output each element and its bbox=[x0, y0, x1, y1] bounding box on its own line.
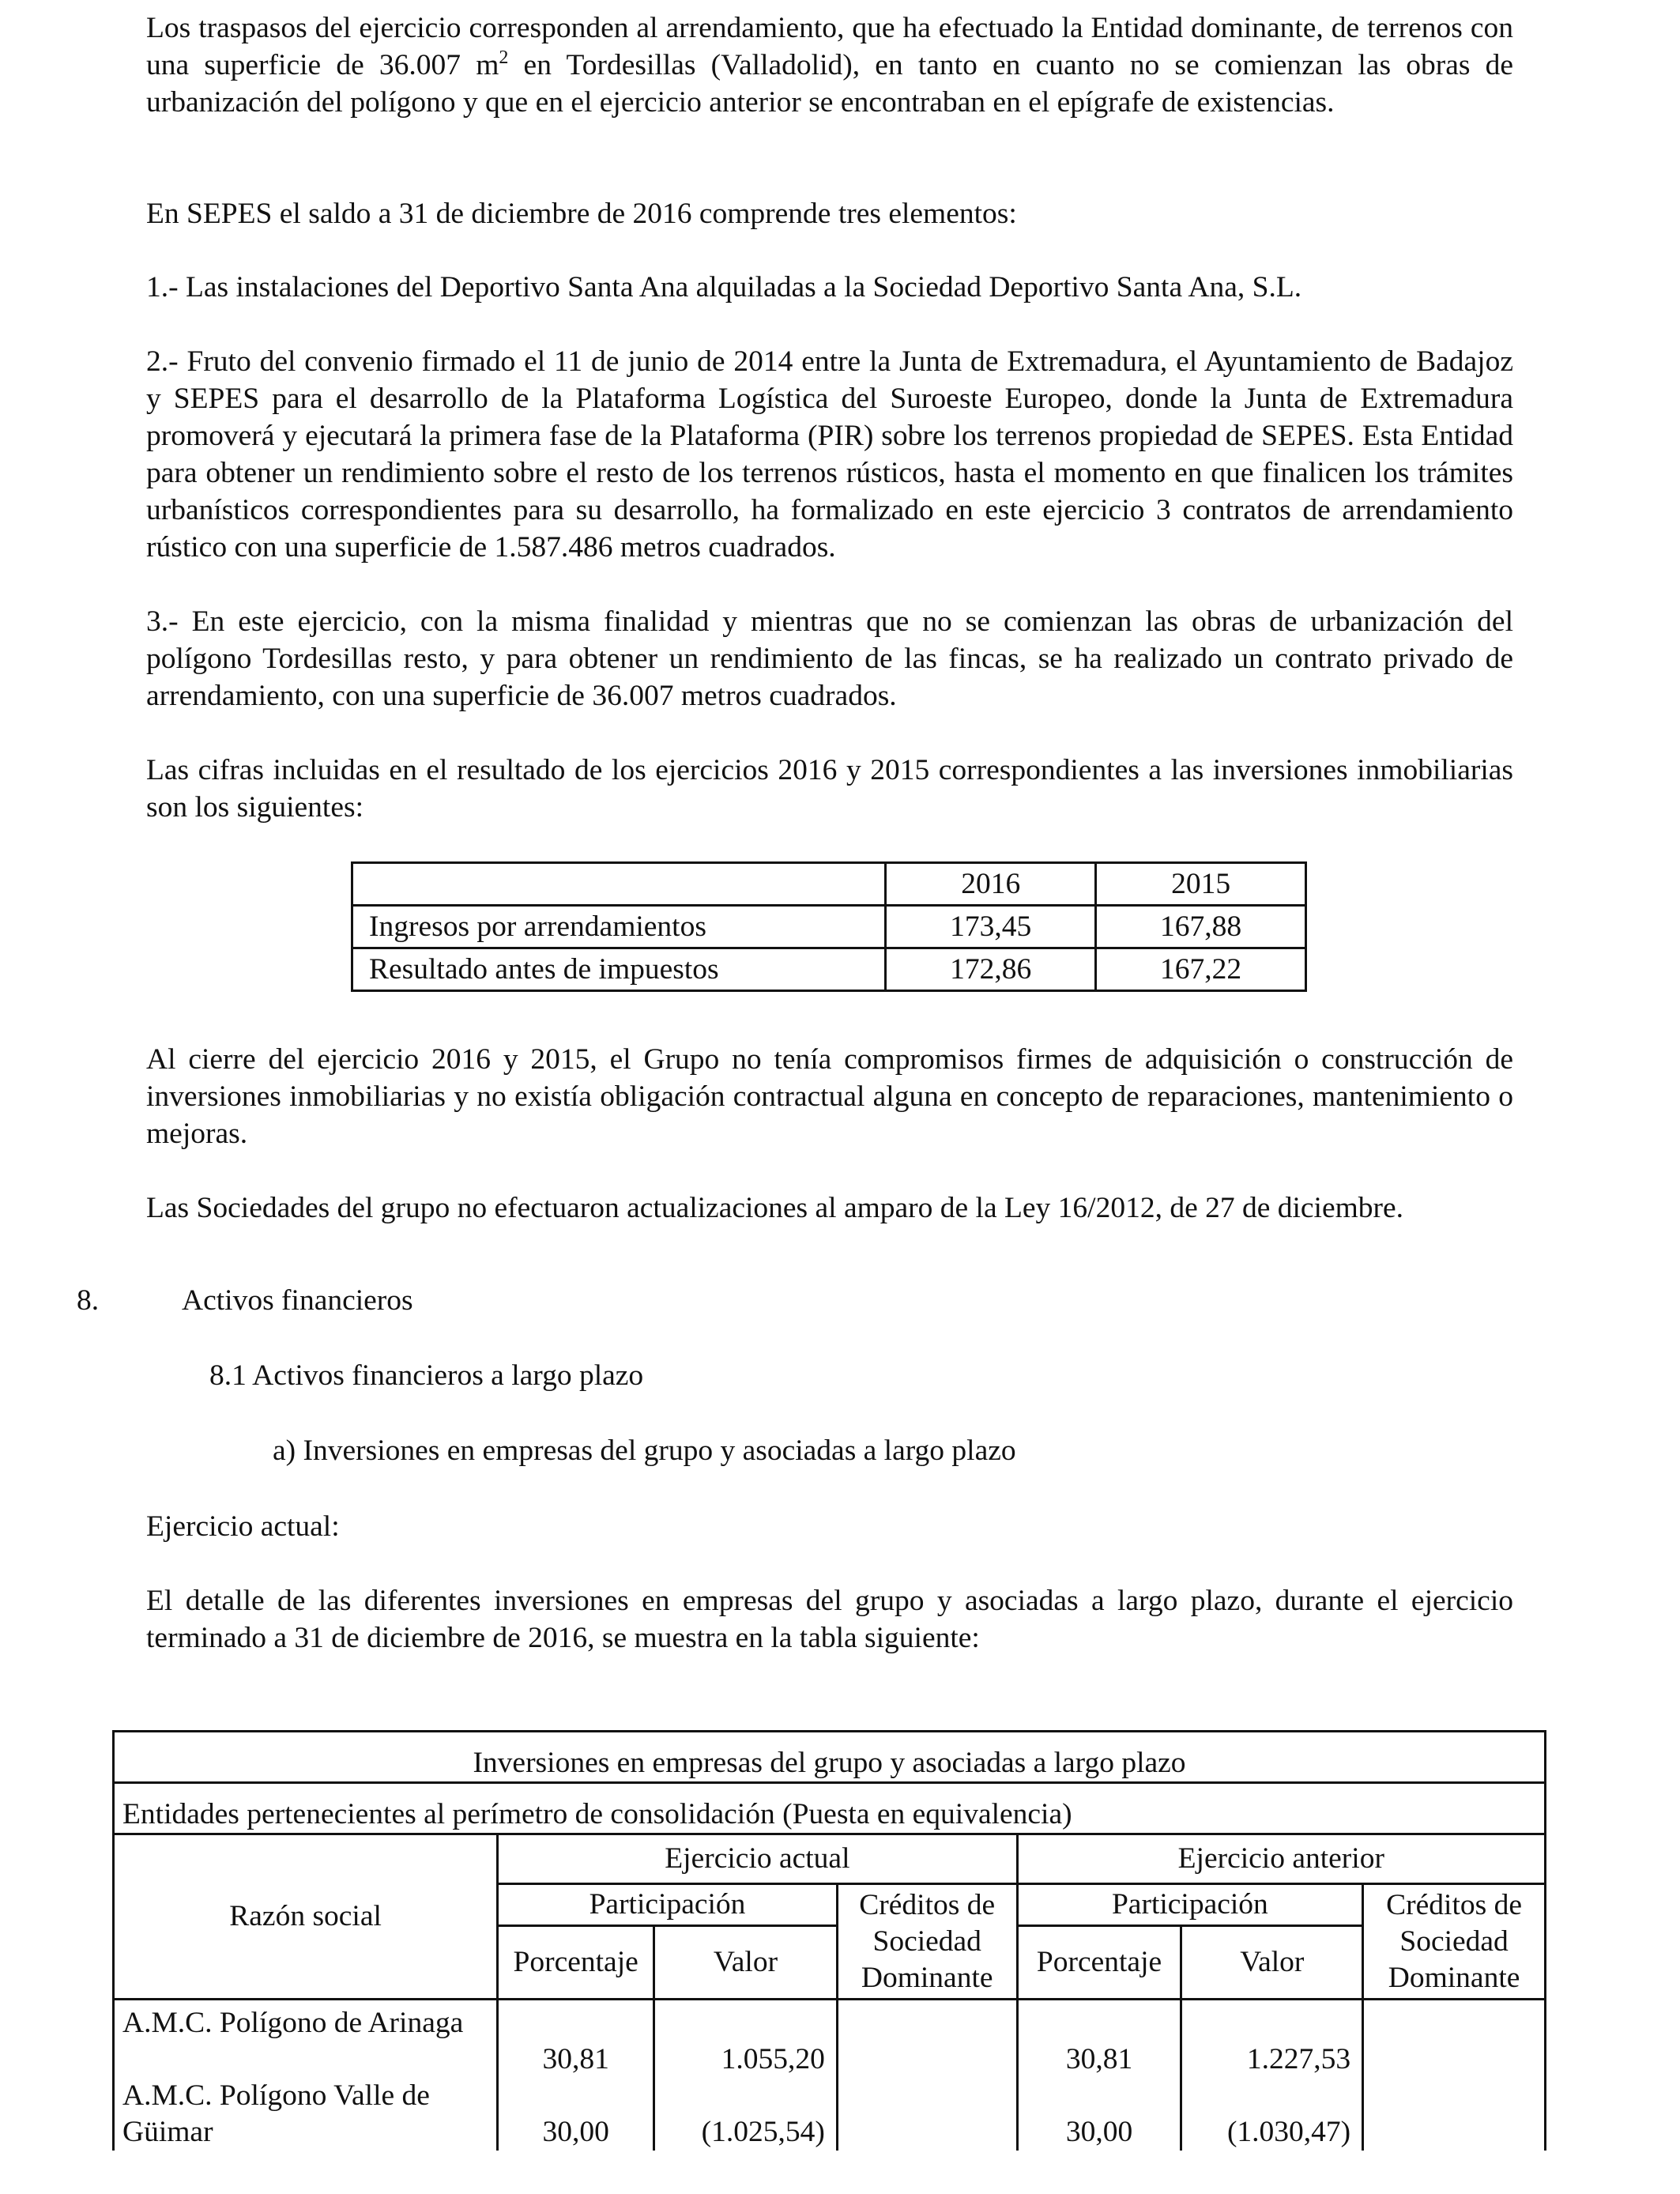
header-ejercicio-actual: Ejercicio actual bbox=[498, 1834, 1017, 1884]
header-porcentaje-actual: Porcentaje bbox=[498, 1926, 654, 2000]
results-header-2016: 2016 bbox=[886, 863, 1096, 906]
row-porcentaje-actual: 30,00 bbox=[498, 2078, 654, 2151]
results-table-header bbox=[352, 863, 1306, 906]
row-valor-anterior: (1.030,47) bbox=[1181, 2078, 1363, 2151]
table-row bbox=[114, 2000, 1546, 2079]
paragraph-ley: Las Sociedades del grupo no efectuaron actualizaciones al amparo de la Ley 16/2012, de 27 de diciembre. bbox=[146, 1192, 1404, 1224]
subsubsection-title: a) Inversiones en empresas del grupo y asociadas a largo plazo bbox=[273, 1434, 1016, 1467]
row-label: Ingresos por arrendamientos bbox=[352, 906, 886, 948]
header-razon-social: Razón social bbox=[114, 1834, 498, 2000]
paragraph-item-1: 1.- Las instalaciones del Deportivo Santa Ana alquiladas a la Sociedad Deportivo Santa Ana, S.L. bbox=[146, 271, 1302, 303]
row-value-2015: 167,22 bbox=[1096, 948, 1306, 991]
paragraph-sepes-saldo: En SEPES el saldo a 31 de diciembre de 2016 comprende tres elementos: bbox=[146, 198, 1017, 230]
header-creditos-anterior: Créditos de Sociedad Dominante bbox=[1363, 1884, 1546, 2000]
row-valor-actual: 1.055,20 bbox=[654, 2000, 838, 2079]
results-header-empty bbox=[352, 863, 886, 906]
row-value-2016: 173,45 bbox=[886, 906, 1096, 948]
table-title: Inversiones en empresas del grupo y asociadas a largo plazo bbox=[114, 1732, 1546, 1783]
header-ejercicio-anterior: Ejercicio anterior bbox=[1017, 1834, 1545, 1884]
header-participacion-anterior: Participación bbox=[1017, 1884, 1363, 1926]
section-number: 8. bbox=[77, 1284, 100, 1317]
header-participacion-actual: Participación bbox=[498, 1884, 838, 1926]
row-creditos-actual bbox=[837, 2000, 1017, 2079]
header-valor-actual: Valor bbox=[654, 1926, 838, 2000]
header-creditos-actual: Créditos de Sociedad Dominante bbox=[837, 1884, 1017, 2000]
subsection-title: 8.1 Activos financieros a largo plazo bbox=[209, 1359, 644, 1392]
table-header-row-1 bbox=[114, 1834, 1546, 1884]
row-value-2016: 172,86 bbox=[886, 948, 1096, 991]
row-creditos-anterior bbox=[1363, 2000, 1546, 2079]
table-row bbox=[114, 2078, 1546, 2151]
row-porcentaje-anterior: 30,00 bbox=[1017, 2078, 1181, 2151]
table-row bbox=[352, 906, 1306, 948]
row-valor-actual: (1.025,54) bbox=[654, 2078, 838, 2151]
table-row bbox=[352, 948, 1306, 991]
row-creditos-actual bbox=[837, 2078, 1017, 2151]
investments-table bbox=[112, 1730, 1546, 2151]
row-porcentaje-actual: 30,81 bbox=[498, 2000, 654, 2079]
header-valor-anterior: Valor bbox=[1181, 1926, 1363, 2000]
paragraph-detalle: El detalle de las diferentes inversiones en empresas del grupo y asociadas a largo plazo, durante el ejercicio terminado a 31 de diciembre de 2016, se muestra en la tabla siguiente: bbox=[146, 1585, 1513, 1654]
superscript: 2 bbox=[499, 47, 509, 68]
table-title-row bbox=[114, 1732, 1546, 1783]
section-title: Activos financieros bbox=[182, 1284, 413, 1317]
table-subtitle: Entidades pertenecientes al perímetro de consolidación (Puesta en equivalencia) bbox=[114, 1783, 1546, 1834]
row-creditos-anterior bbox=[1363, 2078, 1546, 2151]
row-porcentaje-anterior: 30,81 bbox=[1017, 2000, 1181, 2079]
header-porcentaje-anterior: Porcentaje bbox=[1017, 1926, 1181, 2000]
row-label: Resultado antes de impuestos bbox=[352, 948, 886, 991]
paragraph-ejercicio-actual: Ejercicio actual: bbox=[146, 1510, 340, 1543]
results-table bbox=[351, 861, 1307, 992]
row-value-2015: 167,88 bbox=[1096, 906, 1306, 948]
paragraph-traspasos: Los traspasos del ejercicio corresponden al arrendamiento, que ha efectuado la Entidad dominante, de terrenos con una superficie de 36.007 $m^2$ en Tordesillas (Valladolid), en tanto en cuanto no se comienzan las obras de urbanización del polígono y que en el ejercicio anterior se encontraban en el epígrafe de existencias. bbox=[146, 12, 1514, 119]
paragraph-cierre: Al cierre del ejercicio 2016 y 2015, el Grupo no tenía compromisos firmes de adquisición o construcción de inversiones inmobiliarias y no existía obligación contractual alguna en concepto de reparaciones, mantenimiento o mejoras. bbox=[146, 1043, 1513, 1150]
results-header-2015: 2015 bbox=[1096, 863, 1306, 906]
row-razon-social: A.M.C. Polígono Valle de Güimar bbox=[114, 2078, 498, 2151]
row-razon-social: A.M.C. Polígono de Arinaga bbox=[114, 2000, 498, 2079]
paragraph-item-3: 3.- En este ejercicio, con la misma finalidad y mientras que no se comienzan las obras de urbanización del polígono Tordesillas resto, y para obtener un rendimiento de las fincas, se ha realizado un contrato privado de arrendamiento, con una superficie de 36.007 metros cuadrados. bbox=[146, 605, 1513, 712]
row-valor-anterior: 1.227,53 bbox=[1181, 2000, 1363, 2079]
table-subtitle-row bbox=[114, 1783, 1546, 1834]
paragraph-item-2: 2.- Fruto del convenio firmado el 11 de junio de 2014 entre la Junta de Extremadura, el Ayuntamiento de Badajoz y SEPES para el desarrollo de la Plataforma Logística del Suroeste Europeo, donde la Junta de Extremadura promoverá y ejecutará la primera fase de la Plataforma (PIR) sobre los terrenos propiedad de SEPES. Esta Entidad para obtener un rendimiento sobre el resto de los terrenos rústicos, hasta el momento en que finalicen los trámites urbanísticos correspondientes para su desarrollo, ha formalizado en este ejercicio 3 contratos de arrendamiento rústico con una superficie de 1.587.486 metros cuadrados. bbox=[146, 345, 1513, 564]
paragraph-cifras: Las cifras incluidas en el resultado de los ejercicios 2016 y 2015 correspondientes a las inversiones inmobiliarias son los siguientes: bbox=[146, 754, 1513, 824]
